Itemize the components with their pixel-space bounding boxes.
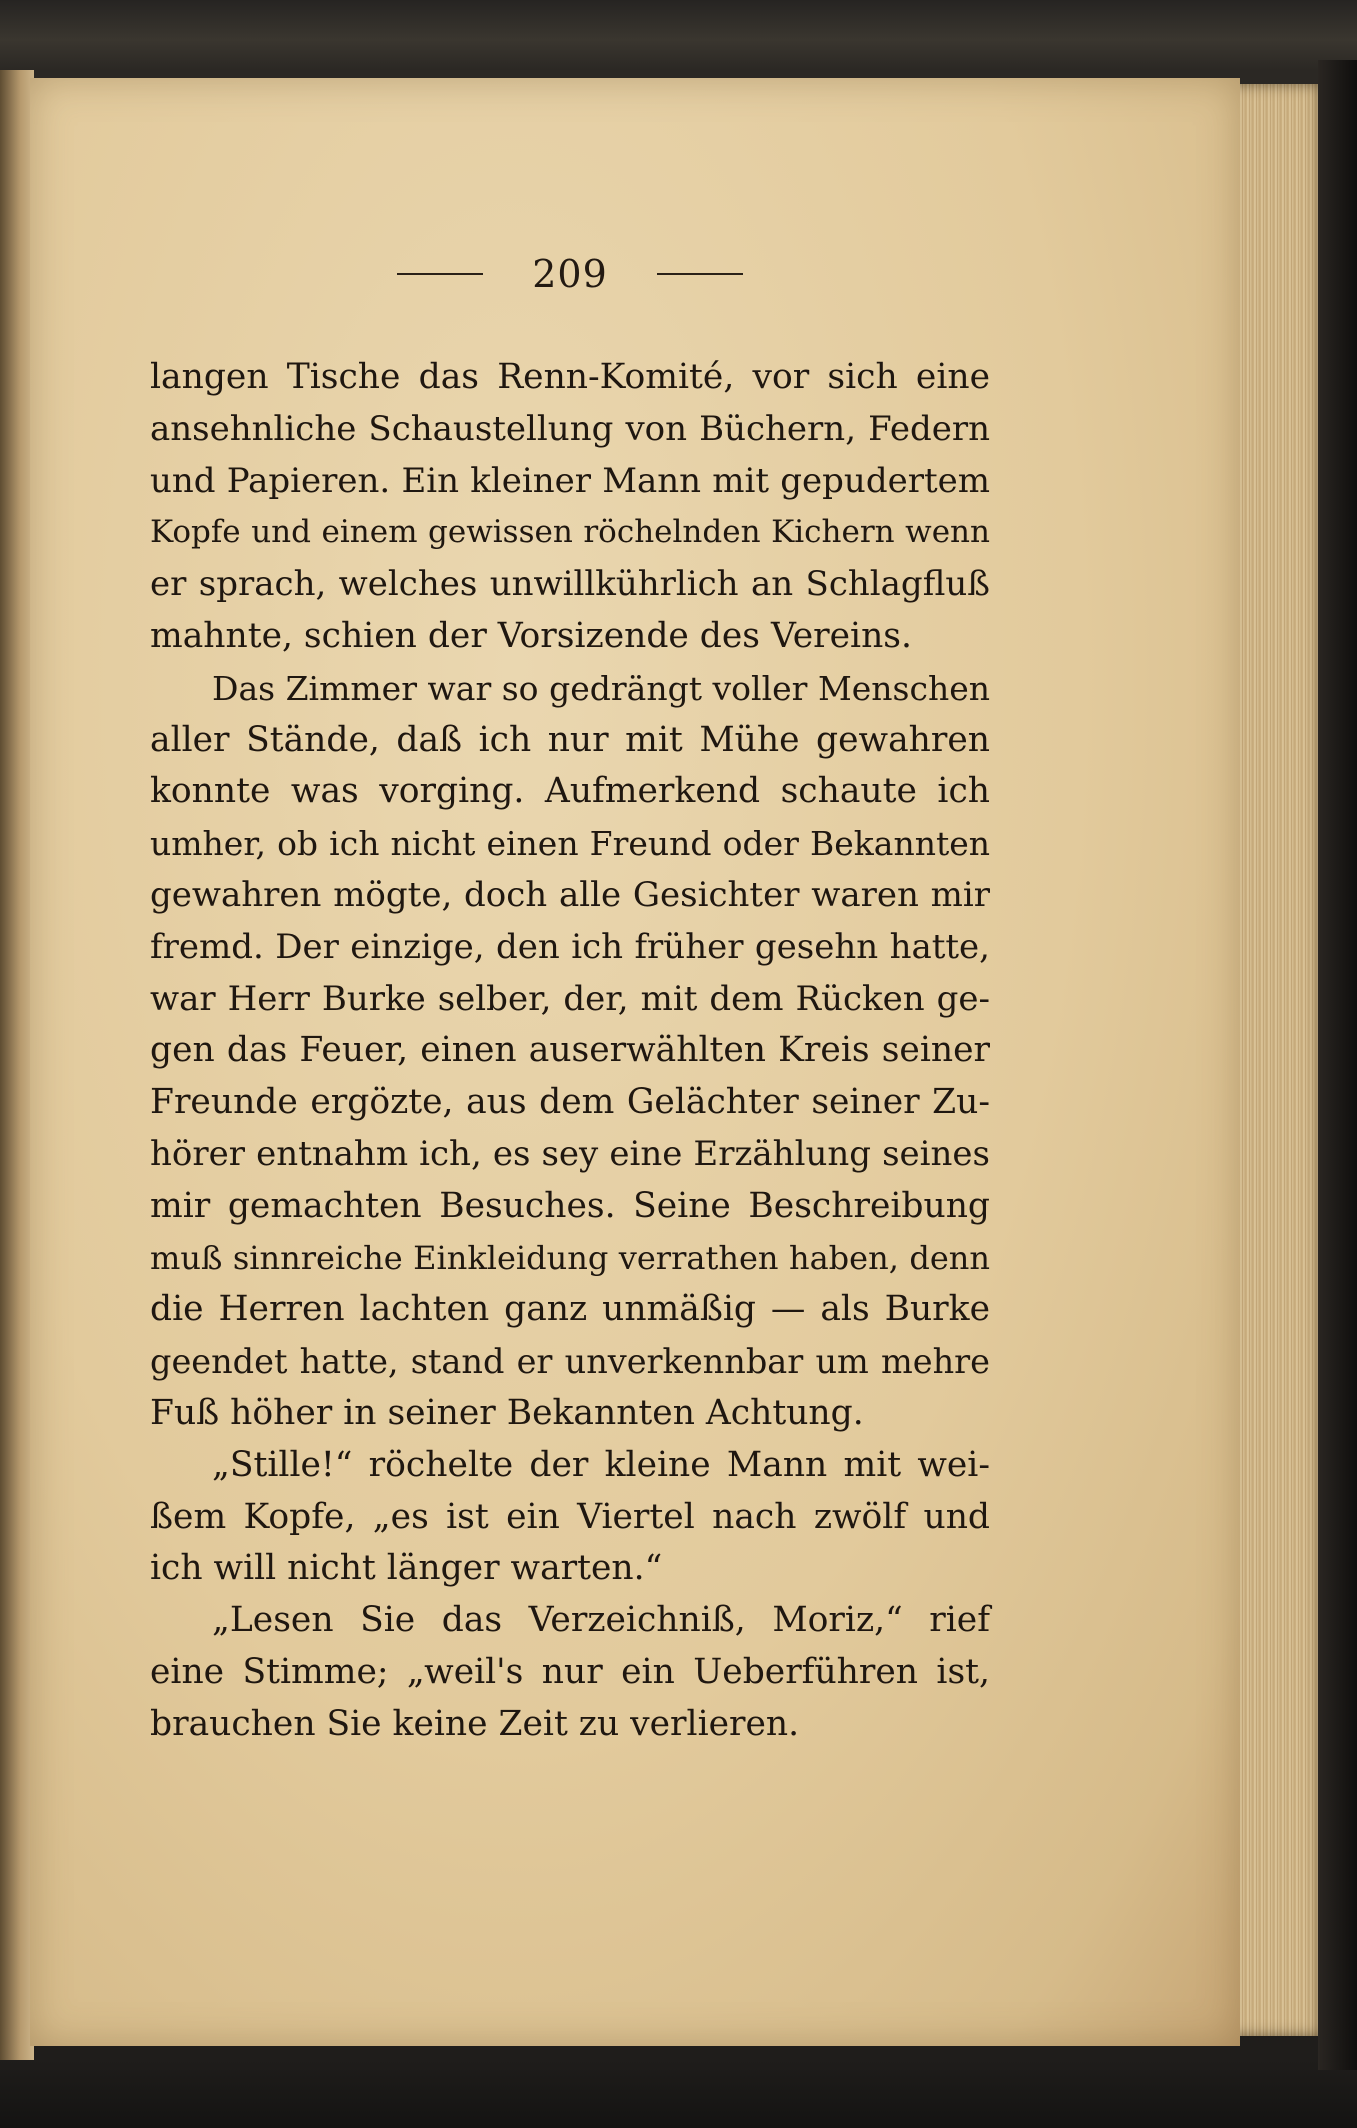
text-line: konnte was vorging. Aufmerkend schaute ich [150,771,990,812]
text-line: gen das Feuer, einen auserwählten Kreis seiner [150,1030,990,1071]
text-line: ich will nicht länger warten.“ [150,1548,663,1589]
header-rule-right [657,273,743,275]
text-line: eine Stimme; „weil's nur ein Ueberführen ist, [150,1651,990,1692]
header-rule-left [397,273,483,275]
text-line: geendet hatte, stand er unverkennbar um mehre [150,1342,990,1382]
book-cover-edge [1318,60,1357,2070]
text-line: Fuß höher in seiner Bekannten Achtung. [150,1392,864,1433]
text-line: umher, ob ich nicht einen Freund oder Bekannten [150,824,990,864]
text-line: er sprach, welches unwillkührlich an Schlagfluß [150,564,990,605]
text-line: Kopfe und einem gewissen röchelnden Kichern wenn [150,514,990,551]
text-line: und Papieren. Ein kleiner Mann mit gepudertem [150,460,990,501]
text-line: mahnte, schien der Vorsizende des Vereins. [150,615,912,656]
text-line: Freunde ergözte, aus dem Gelächter seiner Zu- [150,1082,990,1123]
left-page-edge [0,70,34,2060]
text-line: langen Tische das Renn-Komité, vor sich eine [150,357,990,397]
page-stack-edge [1236,84,1328,2036]
text-line: gewahren mögte, doch alle Gesichter waren mir [150,874,990,915]
text-line: mir gemachten Besuches. Seine Beschreibung [150,1185,990,1226]
text-line: aller Stände, daß ich nur mit Mühe gewahren [150,719,990,760]
text-line: fremd. Der einzige, den ich früher gesehn hatte, [150,926,990,967]
text-line: muß sinnreiche Einkleidung verrathen haben, denn [150,1238,990,1277]
body-text [150,352,990,1751]
text-line: hörer entnahm ich, es sey eine Erzählung seines [150,1133,990,1174]
text-line: ßem Kopfe, „es ist ein Viertel nach zwölf und [150,1496,990,1537]
text-line: brauchen Sie keine Zeit zu verlieren. [150,1703,800,1744]
text-line: „Stille!“ röchelte der kleine Mann mit wei- [212,1444,990,1485]
page-header [30,252,1110,312]
text-line: die Herren lachten ganz unmäßig — als Burke [150,1289,990,1330]
text-line: „Lesen Sie das Verzeichniß, Moriz,“ rief [212,1600,990,1641]
text-line: ansehnliche Schaustellung von Büchern, Federn [150,408,990,449]
page-number: 209 [532,252,608,296]
text-line: Das Zimmer war so gedrängt voller Menschen [212,668,990,708]
text-line: war Herr Burke selber, der, mit dem Rücken ge- [150,978,990,1019]
